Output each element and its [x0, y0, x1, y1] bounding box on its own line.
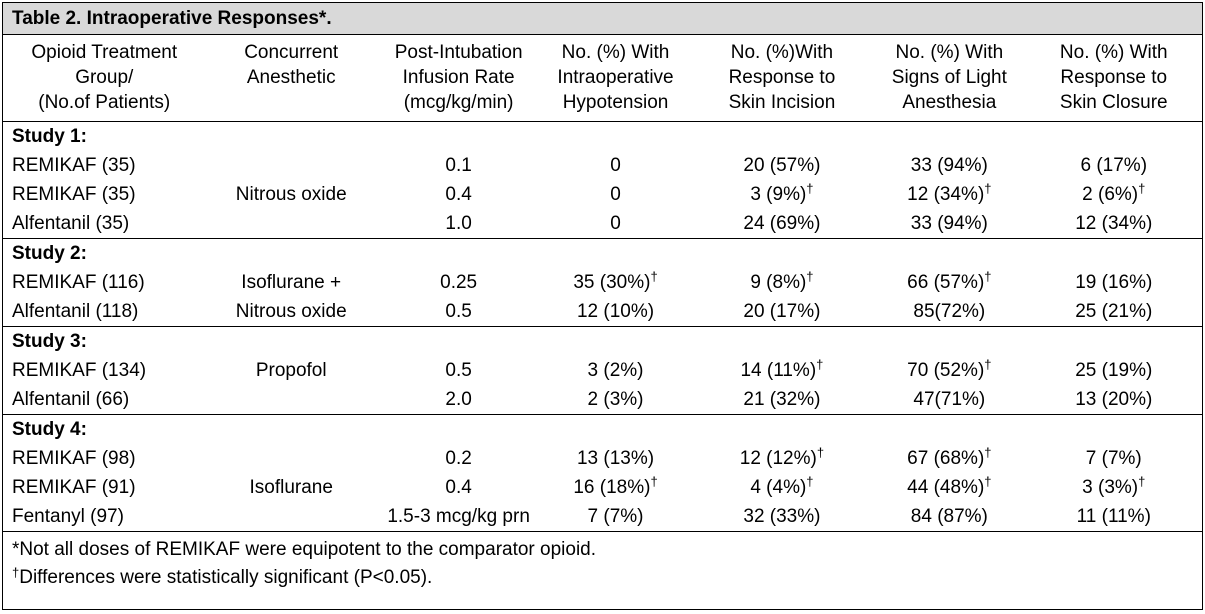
table-row	[3, 268, 1202, 297]
group-cell: Alfentanil (118)	[3, 297, 206, 327]
light-anesthesia-cell: 84 (87%)	[873, 502, 1025, 532]
anesthetic-cell	[206, 385, 377, 415]
skin-incision-cell: 12 (12%)†	[739, 444, 825, 469]
infusion-rate-cell: 1.5-3 mcg/kg prn	[377, 502, 540, 532]
table-row	[3, 385, 1202, 415]
skin-incision-cell: 3 (9%)†	[750, 180, 814, 205]
significance-mark: †	[650, 473, 658, 489]
skin-incision-cell: 20 (57%)	[743, 154, 821, 176]
skin-closure-cell: 13 (20%)	[1026, 385, 1202, 415]
table-row	[3, 473, 1202, 502]
anesthetic-cell: Propofol	[255, 359, 327, 381]
skin-closure-cell: 12 (34%)	[1026, 209, 1202, 239]
study-group	[3, 238, 1202, 326]
hypotension-cell: 7 (7%)	[540, 502, 690, 532]
skin-closure-cell: 6 (17%)	[1080, 154, 1148, 176]
dagger-mark: †	[12, 564, 20, 580]
study-group	[3, 121, 1202, 238]
column-header: Post-Intubation Infusion Rate (mcg/kg/min)	[377, 35, 540, 121]
table-row	[3, 209, 1202, 239]
table-row	[3, 444, 1202, 473]
significance-mark: †	[806, 268, 814, 284]
significance-mark: †	[984, 180, 992, 196]
hypotension-cell: 13 (13%)	[576, 447, 655, 469]
column-header: No. (%) With Response to Skin Closure	[1026, 35, 1202, 121]
anesthetic-cell: Nitrous oxide	[206, 297, 377, 327]
study-label: Study 1:	[12, 125, 87, 147]
study-group	[3, 326, 1202, 414]
skin-closure-cell: 11 (11%)	[1026, 502, 1202, 532]
table-container	[2, 2, 1203, 610]
significance-mark: †	[806, 180, 814, 196]
significance-mark: †	[816, 444, 825, 460]
anesthetic-cell	[206, 209, 377, 239]
study-label: Study 3:	[12, 330, 87, 352]
anesthetic-cell	[206, 151, 377, 180]
anesthetic-cell: Isoflurane	[249, 476, 333, 498]
infusion-rate-cell: 2.0	[377, 385, 540, 415]
infusion-rate-cell: 0.1	[445, 154, 472, 176]
anesthetic-cell	[206, 444, 377, 473]
group-cell: Alfentanil (66)	[3, 385, 206, 415]
table-row	[3, 297, 1202, 327]
table-row	[3, 356, 1202, 385]
hypotension-cell: 0	[540, 209, 690, 239]
column-header: No. (%)With Response to Skin Incision	[691, 35, 873, 121]
column-header: Concurrent Anesthetic	[206, 35, 377, 121]
hypotension-cell: 0	[610, 154, 621, 176]
skin-incision-cell: 32 (33%)	[691, 502, 873, 532]
hypotension-cell: 3 (2%)	[587, 359, 644, 381]
study-header-row	[3, 326, 1202, 356]
significance-mark: †	[984, 473, 992, 489]
infusion-rate-cell: 0.5	[445, 359, 472, 381]
skin-incision-cell: 21 (32%)	[691, 385, 873, 415]
group-cell: REMIKAF (35)	[12, 154, 136, 176]
header-row	[3, 35, 1202, 121]
skin-incision-cell: 24 (69%)	[691, 209, 873, 239]
light-anesthesia-cell: 66 (57%)†	[907, 268, 992, 293]
footnote-equipotent: *Not all doses of REMIKAF were equipotent to the comparator opioid.	[12, 538, 597, 560]
skin-incision-cell: 20 (17%)	[691, 297, 873, 327]
study-label: Study 4:	[12, 418, 87, 440]
significance-mark: †	[984, 268, 992, 284]
light-anesthesia-cell: 85(72%)	[873, 297, 1025, 327]
study-label: Study 2:	[12, 242, 87, 264]
significance-mark: †	[984, 356, 992, 372]
light-anesthesia-cell: 47(71%)	[873, 385, 1025, 415]
significance-mark: †	[1138, 180, 1146, 196]
skin-closure-cell: 2 (6%)†	[1082, 180, 1146, 205]
study-group	[3, 414, 1202, 531]
infusion-rate-cell: 0.2	[445, 447, 472, 469]
table-title: Table 2. Intraoperative Responses*.	[3, 3, 1202, 35]
skin-closure-cell: 3 (3%)†	[1082, 473, 1146, 498]
infusion-rate-cell: 0.25	[440, 271, 478, 293]
anesthetic-cell: Isoflurane +	[241, 271, 342, 293]
hypotension-cell: 35 (30%)†	[573, 268, 658, 293]
anesthetic-cell	[206, 502, 377, 532]
skin-closure-cell: 25 (21%)	[1026, 297, 1202, 327]
infusion-rate-cell: 0.5	[377, 297, 540, 327]
light-anesthesia-cell: 44 (48%)†	[907, 473, 992, 498]
light-anesthesia-cell: 70 (52%)†	[907, 356, 992, 381]
study-header-row	[3, 238, 1202, 268]
significance-mark: †	[984, 444, 992, 460]
group-cell: REMIKAF (91)	[12, 476, 136, 498]
infusion-rate-cell: 0.4	[445, 183, 472, 205]
skin-closure-cell: 19 (16%)	[1075, 271, 1153, 293]
column-header: No. (%) With Intraoperative Hypotension	[540, 35, 690, 121]
footnote-significance: †Differences were statistically significant (P<0.05).	[12, 564, 433, 588]
infusion-rate-cell: 1.0	[377, 209, 540, 239]
skin-incision-cell: 14 (11%)†	[740, 356, 824, 381]
light-anesthesia-cell: 33 (94%)	[873, 209, 1025, 239]
footnotes	[3, 532, 1202, 592]
anesthetic-cell: Nitrous oxide	[235, 183, 347, 205]
light-anesthesia-cell: 33 (94%)	[910, 154, 988, 176]
group-cell: REMIKAF (134)	[12, 359, 147, 381]
light-anesthesia-cell: 12 (34%)†	[907, 180, 992, 205]
table-row	[3, 502, 1202, 532]
group-cell: REMIKAF (98)	[12, 447, 136, 469]
infusion-rate-cell: 0.4	[445, 476, 472, 498]
group-cell: REMIKAF (116)	[12, 271, 145, 293]
table-row	[3, 151, 1202, 180]
group-cell: Alfentanil (35)	[3, 209, 206, 239]
hypotension-cell: 16 (18%)†	[573, 473, 658, 498]
light-anesthesia-cell: 67 (68%)†	[907, 444, 992, 469]
hypotension-cell: 2 (3%)	[540, 385, 690, 415]
responses-table	[3, 35, 1202, 532]
significance-mark: †	[650, 268, 658, 284]
group-cell: Fentanyl (97)	[3, 502, 206, 532]
skin-closure-cell: 25 (19%)	[1075, 359, 1153, 381]
group-cell: REMIKAF (35)	[12, 183, 136, 205]
significance-mark: †	[806, 473, 814, 489]
column-header: Opioid Treatment Group/ (No.of Patients)	[3, 35, 206, 121]
hypotension-cell: 12 (10%)	[540, 297, 690, 327]
column-header: No. (%) With Signs of Light Anesthesia	[873, 35, 1025, 121]
significance-mark: †	[1138, 473, 1146, 489]
hypotension-cell: 0	[610, 183, 621, 205]
study-header-row	[3, 121, 1202, 151]
skin-incision-cell: 9 (8%)†	[750, 268, 814, 293]
skin-incision-cell: 4 (4%)†	[750, 473, 814, 498]
study-header-row	[3, 414, 1202, 444]
table-row	[3, 180, 1202, 209]
significance-mark: †	[816, 356, 824, 372]
skin-closure-cell: 7 (7%)	[1085, 447, 1142, 469]
